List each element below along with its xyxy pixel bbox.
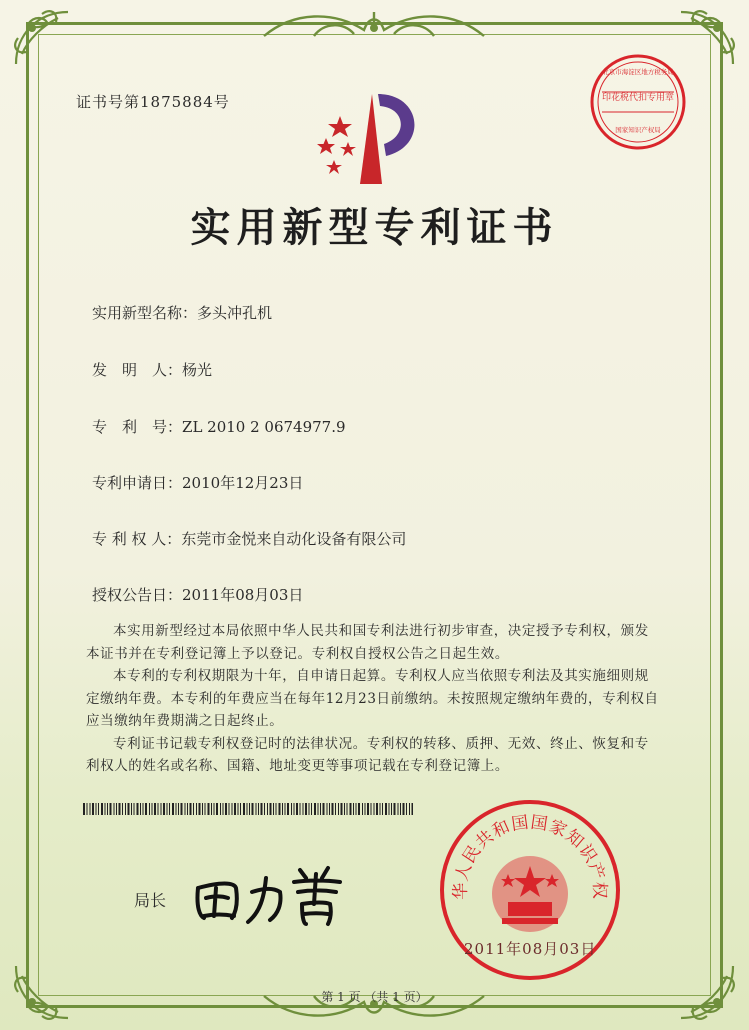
director-signature [190,858,360,928]
svg-text:国家知识产权局: 国家知识产权局 [615,126,661,134]
certificate-title: 实用新型专利证书 [190,204,559,251]
tax-seal-stamp [588,52,688,152]
field-utility-model-name: 实用新型名称：多头冲孔机 [92,304,273,322]
body-paragraph: 专利证书记载专利权登记时的法律状况。专利权的转移、质押、无效、终止、恢复和专利权人的姓名或名称、国籍、地址变更等事项记载在专利登记簿上。 [86,735,649,774]
certificate-number: 证书号第1875884号 [76,93,230,111]
svg-text:中华人民共和国国家知识产权局: 华人民共和国国家知识产权 [450,812,610,901]
field-application-date: 专利申请日：2010年12月23日 [92,474,304,492]
field-grant-date: 授权公告日：2011年08月03日 [92,586,304,604]
field-patentee: 专 利 权 人：东莞市金悦来自动化设备有限公司 [92,530,407,548]
body-paragraph: 本专利的专利权期限为十年，自申请日起算。专利权人应当依照专利法及其实施细则规定缴纳年费。本专利的年费应当在每年12月23日前缴纳。未按照规定缴纳年费的，专利权自应当缴纳年费期满之日起终止。 [86,668,659,729]
certificate-body [86,620,662,778]
svg-text:北京市海淀区地方税务局: 北京市海淀区地方税务局 [602,68,674,76]
svg-text:印花税代扣专用章: 印花税代扣专用章 [601,93,675,103]
patent-office-logo [312,86,442,186]
field-patent-number: 专 利 号：ZL 2010 2 0674977.9 [92,418,346,436]
director-title: 局长 [134,891,167,910]
top-scroll-ornament-icon [254,6,494,46]
barcode [83,800,413,812]
corner-ornament-icon [8,4,78,74]
page-footer: 第 1 页 （共 1 页） [321,990,428,1004]
field-inventor: 发 明 人：杨光 [92,361,213,379]
seal-date: 2011年08月03日 [464,940,597,958]
body-paragraph: 本实用新型经过本局依照中华人民共和国专利法进行初步审查，决定授予专利权，颁发本证书并在专利登记簿上予以登记。专利权自授权公告之日起生效。 [86,623,649,662]
